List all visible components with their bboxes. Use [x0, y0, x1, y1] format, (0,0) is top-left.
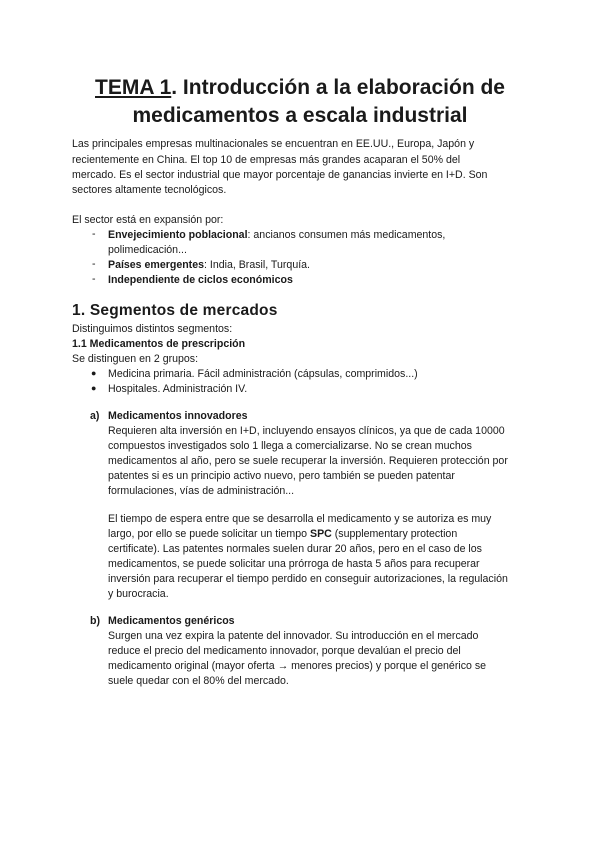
innovadores-line: inversión para recuperar el tiempo perdido en conseguir autorizaciones, la regulación [108, 573, 508, 585]
innovadores-line: certificate). Las patentes normales suelen durar 20 años, pero en el caso de los [108, 543, 482, 555]
list-bullet: - [92, 273, 96, 285]
group-item: Medicina primaria. Fácil administración (cápsulas, comprimidos...) [108, 368, 418, 380]
innovadores-line: Requieren alta inversión en I+D, incluyendo ensayos clínicos, ya que de cada 10000 [108, 425, 505, 437]
title-tema: TEMA 1 [95, 76, 172, 99]
genericos-line: reduce el precio del medicamento innovador, porque devalúan el precio del [108, 645, 461, 657]
title-rest: . Introducción a la elaboración de [171, 76, 505, 99]
expansion-item-text: : ancianos consumen más medicamentos, [247, 229, 446, 241]
genericos-line: suele quedar con el 80% del mercado. [108, 675, 289, 687]
innovadores-line: y burocracia. [108, 588, 169, 600]
expansion-item-cont: polimedicación... [108, 244, 187, 256]
bullet-dot: ● [91, 368, 97, 378]
innovadores-line: compuestos investigados solo 1 llega a comercializarse. No se crean muchos [108, 440, 472, 452]
subsection-heading: 1.1 Medicamentos de prescripción [72, 338, 246, 350]
intro-line: Las principales empresas multinacionales se encuentran en EE.UU., Europa, Japón y [72, 138, 475, 150]
item-letter: b) [90, 615, 100, 627]
innovadores-heading: Medicamentos innovadores [108, 410, 248, 422]
expansion-item [108, 228, 445, 243]
intro-line: recientemente en China. El top 10 de empresas más grandes acaparan el 50% del [72, 154, 461, 166]
group-item: Hospitales. Administración IV. [108, 383, 248, 395]
expansion-item-bold: Independiente de ciclos económicos [108, 274, 293, 286]
expansion-item [108, 258, 310, 273]
innovadores-line: El tiempo de espera entre que se desarrolla el medicamento y se autoriza es muy [108, 513, 492, 525]
innovadores-line: patentes si es un principio activo nuevo, pero también se pueden patentar [108, 470, 455, 482]
expansion-lead: El sector está en expansión por: [72, 214, 224, 226]
section-lead: Distinguimos distintos segmentos: [72, 323, 233, 335]
section-heading: 1. Segmentos de mercados [72, 302, 278, 319]
spc-pre: largo, por ello se puede solicitar un tiempo [108, 528, 310, 540]
genericos-line: medicamento original (mayor oferta → menores precios) y porque el genérico se [108, 660, 487, 672]
innovadores-line: formulaciones, vías de administración... [108, 485, 295, 497]
innovadores-line [108, 527, 457, 542]
intro-line: sectores altamente tecnológicos. [72, 184, 227, 196]
genericos-line: Surgen una vez expira la patente del innovador. Su introducción en el mercado [108, 630, 479, 642]
genericos-heading: Medicamentos genéricos [108, 615, 235, 627]
intro-line: mercado. Es el sector industrial que mayor porcentaje de ganancias invierte en I+D. Son [72, 169, 488, 181]
spc-term: SPC [310, 528, 332, 540]
page-title [60, 74, 540, 130]
innovadores-line: medicamentos al año, pero se suele recuperar la inversión. Requieren protección por [108, 455, 508, 467]
list-bullet: - [92, 228, 96, 240]
list-bullet: - [92, 258, 96, 270]
groups-lead: Se distinguen en 2 grupos: [72, 353, 199, 365]
bullet-dot: ● [91, 383, 97, 393]
expansion-item [108, 273, 293, 288]
innovadores-line: medicamentos, se puede solicitar una prórroga de hasta 5 años para recuperar [108, 558, 480, 570]
expansion-item-bold: Envejecimiento poblacional [108, 229, 248, 241]
title-line2: medicamentos a escala industrial [132, 104, 468, 127]
expansion-item-text: : India, Brasil, Turquía. [204, 259, 310, 271]
spc-post: (supplementary protection [331, 528, 458, 540]
expansion-item-bold: Países emergentes [108, 259, 204, 271]
item-letter: a) [90, 410, 100, 422]
